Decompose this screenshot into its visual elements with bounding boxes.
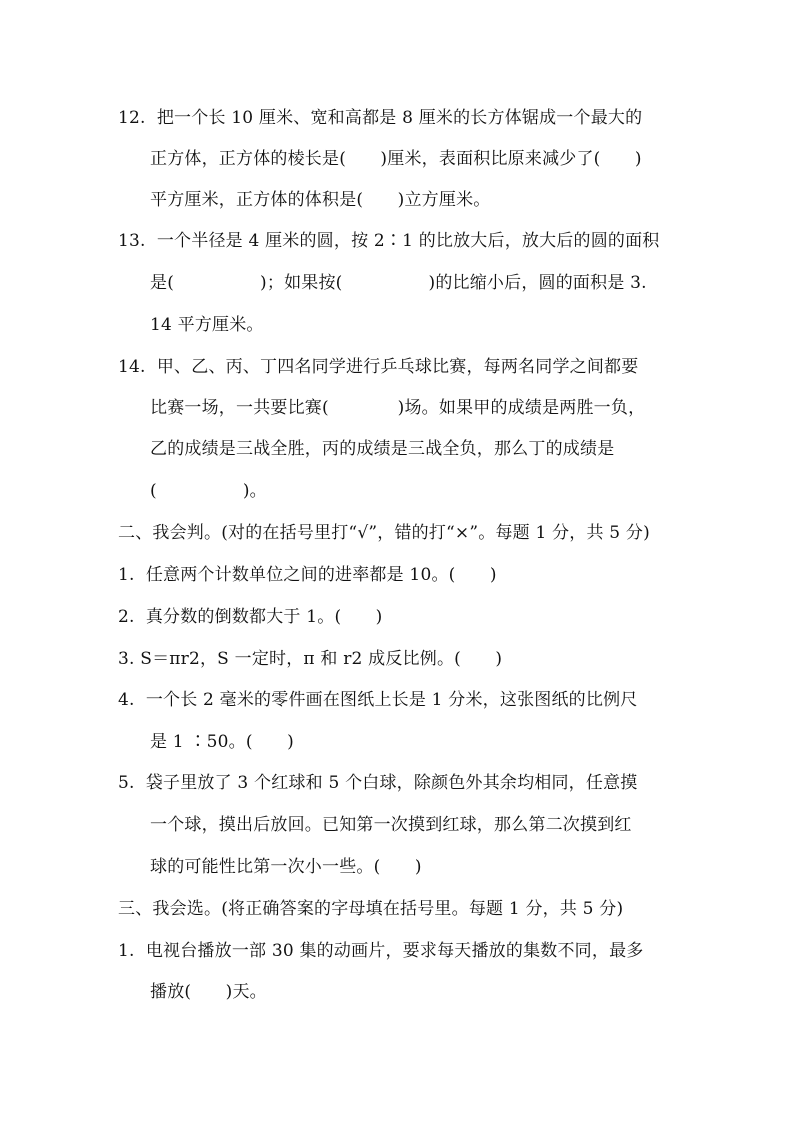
question-13-line-2: 是( )；如果按( )的比缩小后，圆的面积是 3. xyxy=(150,273,647,293)
section-2-question-5-line-3: 球的可能性比第一次小一些。( ) xyxy=(150,857,422,877)
question-14-line-4: ( )。 xyxy=(150,481,267,501)
section-2-question-4-line-2: 是 1 ∶50。( ) xyxy=(150,732,294,752)
question-13-line-3: 14 平方厘米。 xyxy=(150,315,264,335)
question-12-line-3: 平方厘米，正方体的体积是( )立方厘米。 xyxy=(150,190,491,210)
question-14-line-3: 乙的成绩是三战全胜，丙的成绩是三战全负，那么丁的成绩是 xyxy=(150,439,615,459)
section-2-question-3: 3. S＝πr2，S 一定时，π 和 r2 成反比例。( ) xyxy=(118,649,503,669)
section-2-heading: 二、我会判。(对的在括号里打“√”，错的打“×”。每题 1 分，共 5 分) xyxy=(118,523,650,543)
question-13-line-1: 13. 一个半径是 4 厘米的圆，按 2∶1 的比放大后，放大后的圆的面积 xyxy=(118,231,660,251)
section-2-question-1: 1. 任意两个计数单位之间的进率都是 10。( ) xyxy=(118,565,497,585)
section-3-question-1-line-2: 播放( )天。 xyxy=(150,982,267,1002)
section-2-question-5-line-2: 一个球，摸出后放回。已知第一次摸到红球，那么第二次摸到红 xyxy=(150,815,632,835)
section-2-question-5-line-1: 5. 袋子里放了 3 个红球和 5 个白球，除颜色外其余均相同，任意摸 xyxy=(118,773,638,793)
section-3-heading: 三、我会选。(将正确答案的字母填在括号里。每题 1 分，共 5 分) xyxy=(118,899,624,919)
question-12-line-2: 正方体，正方体的棱长是( )厘米，表面积比原来减少了( ) xyxy=(150,149,642,169)
section-2-question-2: 2. 真分数的倒数都大于 1。( ) xyxy=(118,607,383,627)
section-3-question-1-line-1: 1. 电视台播放一部 30 集的动画片，要求每天播放的集数不同，最多 xyxy=(118,941,644,961)
question-12-line-1: 12. 把一个长 10 厘米、宽和高都是 8 厘米的长方体锯成一个最大的 xyxy=(118,108,643,128)
section-2-question-4-line-1: 4. 一个长 2 毫米的零件画在图纸上长是 1 分米，这张图纸的比例尺 xyxy=(118,690,638,710)
question-14-line-1: 14. 甲、乙、丙、丁四名同学进行乒乓球比赛，每两名同学之间都要 xyxy=(118,357,639,377)
question-14-line-2: 比赛一场，一共要比赛( )场。如果甲的成绩是两胜一负， xyxy=(150,398,646,418)
